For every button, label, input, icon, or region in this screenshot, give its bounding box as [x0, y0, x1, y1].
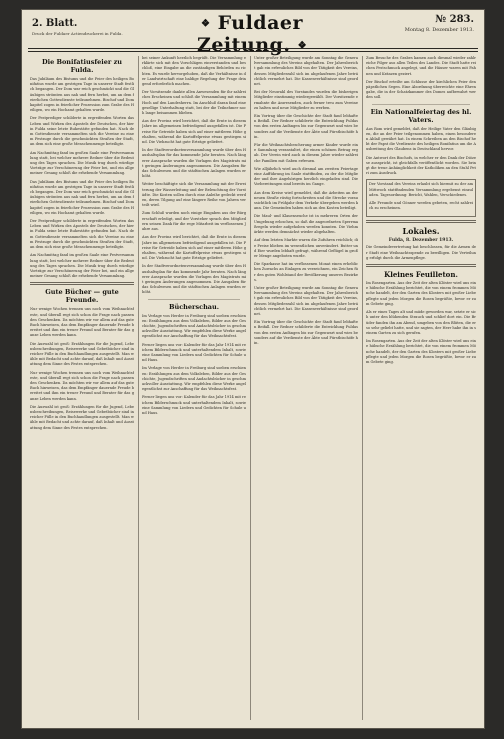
paragraph: Ein Vortrag über die Geschichte der Stadt fand lebhaften Beifall. Der Redner schilderte die Entwicklung Fuldas von den ersten Anfängen bis zur Gegenwart und wies besonders auf die Verdienste der Äbte und Fürstbischöfe hin. — [254, 114, 358, 139]
paragraph: Die Maul- und Klauenseuche ist in mehreren Orten der Umgebung erloschen, so daß die angeordneten Sperrmaßregeln wieder aufgehoben werden konnten. Die Viehmärkte werden demnächst wieder abgehalten. — [254, 214, 358, 235]
column-rule — [362, 56, 363, 720]
paragraph: In der Stadtverordnetenversammlung wurde über den Haushaltsplan für das kommende Jahr beraten. Nach längerer Aussprache wurden die Vorlagen des Magistrats mit geringen Änderungen angenommen. Die Ausgaben für das Schulwesen und die städtischen Anlagen wurden erhöht. — [142, 148, 246, 179]
paragraph: Aus dem Kreise wird gemeldet, daß die Arbeiten an der neuen Straße rüstig fortschreiten und die Strecke voraussichtlich im Frühjahr dem Verkehr übergeben werden kann. Die Gemeinden haben sich an den Kosten beteiligt. — [254, 190, 358, 211]
paragraph: Als er eines Tages alt und müde geworden war, setzte er sich unter den blühenden Strauch und schlief dort ein. Die Brüder fanden ihn am Abend, umgeben von den Blüten, die er so sehr geliebt hatte, und sie sagten, der Herr habe ihn in seinem Garten zu sich gerufen. — [366, 310, 476, 335]
paragraph: Wie alljährlich wird auch diesmal am zweiten Feiertage eine Aufführung im Saale stattfinden, zu der die Mitglieder und ihre Angehörigen herzlich eingeladen sind. Die Vorbereitungen sind bereits im Gange. — [254, 166, 358, 187]
publisher-line: Druck der Fuldaer Actiendruckerei in Fulda. — [32, 31, 123, 36]
paragraph: In der Stadtverordnetenversammlung wurde über den Haushaltsplan für das kommende Jahr beraten. Nach längerer Aussprache wurden die Vorlagen des Magistrats mit geringen Änderungen angenommen. Die Ausgaben für das Schulwesen und die städtischen Anlagen wurden erhöht. — [142, 264, 246, 295]
masthead-right — [364, 14, 474, 33]
article-heading-bookreview: Bücherschau. — [168, 302, 219, 311]
column-1 — [30, 56, 134, 720]
paragraph: Die Sparkasse hat im verflossenen Monat einen erheblichen Zuwachs an Einlagen zu verzeichnen, ein Zeichen für den guten Wohlstand der Bevölkerung unseres Bezirkes. — [254, 262, 358, 282]
paragraph: Aus der Provinz wird berichtet, daß die Ernte in diesem Jahre im allgemeinen befriedigend ausgefallen ist. Die Preise für Getreide haben sich auf einer mittleren Höhe gehalten, während die Kartoffelpreise etwas gestiegen sind. Die Viehzucht hat gute Erträge geliefert. — [142, 235, 246, 261]
masthead-rule-bottom — [28, 51, 478, 52]
issue-number: № 283. — [435, 14, 474, 25]
column-2 — [142, 56, 246, 720]
paragraph: Ein Vortrag über die Geschichte der Stadt fand lebhaften Beifall. Der Redner schilderte die Entwicklung Fuldas von den ersten Anfängen bis zur Gegenwart und wies besonders auf die Verdienste der Äbte und Fürstbischöfe hin. — [254, 320, 358, 345]
paragraph: Im Rosengarten. Aus der Zeit der alten Klöster wird uns eine hübsche Erzählung berichtet, die von einem frommen Mönche handelt, der den Garten des Klosters mit großer Liebe pflegte und jeden Morgen die Rosen begrüßte, bevor er zum Gebete ging. — [366, 339, 476, 364]
paragraph: Für die Weihnachtsbescherung armer Kinder wurde eine Sammlung veranstaltet, die einen schönen Betrag ergab. Der Verein wird auch in diesem Jahre wieder zahlreiche Familien mit Gaben erfreuen. — [254, 143, 358, 163]
paragraph: Im Verlage von Herder in Freiburg sind soeben erschienen: Erzählungen aus dem Volksleben, Bilder aus der Geschichte, Jugendschriften und Andachtsbücher in geschmackvoller Ausstattung. Wir empfehlen diese Werke angelegentlichst zur Anschaffung für das Weihnachtsfest. — [142, 366, 246, 392]
column-rule — [138, 56, 139, 720]
section-title-local: Lokales. — [402, 226, 440, 237]
paragraph: Die Gemeindevertretung hat beschlossen, für die Armen der Stadt eine Weihnachtsspende zu bewilligen. Die Verteilung erfolgt durch die Armenpflege. — [366, 245, 476, 260]
masthead-left — [32, 18, 142, 36]
ornament-left: ❖ — [201, 18, 211, 30]
title-text: Fuldaer Zeitung. — [196, 12, 303, 56]
paragraph: Aus Rom wird gemeldet, daß der Heilige Vater den Gläubigen, die an der Feier teilgenommen haben, einen besonderen Ablaß gewährt hat. In einem Schreiben an den Bischof hebt der Papst die Verdienste des heiligen Bonifatius um die Ausbreitung des Glaubens in Deutschland hervor. — [366, 126, 476, 152]
paragraph: Unter großer Beteiligung wurde am Sonntag die Generalversammlung des Vereins abgehalten. Der Jahresbericht gab ein erfreuliches Bild von der Tätigkeit des Vereins, dessen Mitgliederzahl sich im abgelaufenen Jahre beträchtlich vermehrt hat. Die Kassenverhältnisse sind geordnet. — [254, 285, 358, 316]
notice-box — [366, 179, 476, 217]
paragraph: Das Jubiläum des Bistums und die Feier des heiligen Bonifatius wurde am gestrigen Tage in unserer Stadt festlich begangen. Der Dom war reich geschmückt und die Gläubigen strömten aus nah und fern herbei, um an dem feierlichen Gottesdienste teilzunehmen. Bischof und Domkapitel zogen in feierlicher Prozession zum Grabe des Heiligen, wo ein Hochamt gehalten wurde. — [30, 179, 134, 215]
divider — [372, 104, 470, 105]
paragraph: Das Jubiläum des Bistums und die Feier des heiligen Bonifatius wurde am gestrigen Tage in unserer Stadt festlich begangen. Der Dom war reich geschmückt und die Gläubigen strömten aus nah und fern herbei, um an dem feierlichen Gottesdienste teilzunehmen. Bischof und Domkapitel zogen in feierlicher Prozession zum Grabe des Heiligen, wo ein Hochamt gehalten wurde. — [30, 77, 134, 113]
newspaper-title — [152, 12, 352, 56]
column-3 — [254, 56, 358, 720]
paragraph: Im Verlage von Herder in Freiburg sind soeben erschienen: Erzählungen aus dem Volksleben, Bilder aus der Geschichte, Jugendschriften und Andachtsbücher in geschmackvoller Ausstattung. Wir empfehlen diese Werke angelegentlichst zur Anschaffung für das Weihnachtsfest. — [142, 313, 246, 339]
paragraph: Der Festprediger schilderte in ergreifenden Worten das Leben und Wirken des Apostels der Deutschen, der hier in Fulda seine letzte Ruhestätte gefunden hat. Nach dem Gottesdienste versammelten sich die Vereine zu einem Festzuge durch die geschmückten Straßen der Stadt, an dem sich eine große Menschenmenge beteiligte. — [30, 116, 134, 147]
ornament-right: ❖ — [297, 40, 308, 52]
article-heading-holy-father: Ein Nationalfeiertag des hl. Vaters. — [370, 107, 472, 124]
section-divider — [366, 220, 476, 223]
paragraph: Zum Schluß wurden noch einige Eingaben aus der Bürgerschaft erledigt, und der Vorsteher sprach den Mitgliedern seinen Dank für die rege Mitarbeit im verflossenen Jahre aus. — [142, 211, 246, 232]
paragraph: Die Auswahl ist groß: Erzählungen für die Jugend, Lebensbeschreibungen, Reisewerke und Gebetbücher sind in reicher Fülle in den Buchhandlungen ausgestellt. Man wähle mit Bedacht und achte darauf, daß Inhalt und Ausstattung dem Sinne des Festes entsprechen. — [30, 341, 134, 367]
article-heading-books: Gute Bücher — gute Freunde. — [45, 288, 119, 305]
paragraph: bei seiner Ankunft herzlich begrüßt. Die Versammlung erklärte sich mit den Vorschlägen einverstanden und beschloß, eine Eingabe an die zuständigen Behörden zu richten. Es wurde hervorgehoben, daß die Verhältnisse in der Landwirtschaft eine baldige Regelung der Frage dringend erforderlich machen. — [142, 56, 246, 87]
paragraph: Die Antwort des Bischofs, in welcher er den Dank der Diözese ausspricht, ist gleichfalls veröffentlicht worden. Sie bringt die treue Anhänglichkeit der Katholiken an den Stuhl Petri zum Ausdruck. — [366, 155, 476, 176]
paragraph: Am Nachmittag fand im großen Saale eine Festversammlung statt, bei welcher mehrere Redner über die Bedeutung des Tages sprachen. Die Musik trug durch würdige Vorträge zur Verschönerung der Feier bei, und ein allgemeiner Gesang schloß die erhebende Versammlung. — [30, 150, 134, 176]
column-rule — [250, 56, 251, 720]
paragraph: Auf dem letzten Markte waren die Zufuhren reichlich; die Preise blieben im wesentlichen unverändert. Butter und Eier wurden lebhaft gefragt, während Geflügel in großer Menge angeboten wurde. — [254, 238, 358, 258]
paragraph: Ferner liegen uns vor: Kalender für das Jahr 1914 mit reichem Bilderschmuck und unterhaltendem Inhalt, sowie eine Sammlung von Liedern und Gedichten für Schule und Haus. — [142, 395, 246, 415]
newspaper-page — [22, 10, 484, 728]
issue-date: Montag 8. Dezember 1913. — [404, 27, 474, 33]
masthead — [22, 10, 484, 56]
notice-text: Der Vorstand des Vereins erlaubt sich hiermit zu der am Mittwoch stattfindenden Versammlung ergebenst einzuladen. Tagesordnung: Bericht, Wahlen, Verschiedenes. — [369, 182, 473, 197]
paragraph: Aus der Provinz wird berichtet, daß die Ernte in diesem Jahre im allgemeinen befriedigend ausgefallen ist. Die Preise für Getreide haben sich auf einer mittleren Höhe gehalten, während die Kartoffelpreise etwas gestiegen sind. Die Viehzucht hat gute Erträge geliefert. — [142, 119, 246, 145]
divider — [148, 299, 240, 300]
local-dateline: Fulda, 8. Dezember 1913. — [388, 238, 454, 244]
paragraph: Unter großer Beteiligung wurde am Sonntag die Generalversammlung des Vereins abgehalten. Der Jahresbericht gab ein erfreuliches Bild von der Tätigkeit des Vereins, dessen Mitgliederzahl sich im abgelaufenen Jahre beträchtlich vermehrt hat. Die Kassenverhältnisse sind geordnet. — [254, 56, 358, 87]
paragraph: Der Vorsitzende dankte allen Anwesenden für ihr zahlreiches Erscheinen und schloß die Versammlung mit einem Hoch auf den Landesherrn. Im Anschluß daran fand eine gesellige Unterhaltung statt, bei der die Teilnehmer noch lange beisammen blieben. — [142, 90, 246, 116]
section-title-feuilleton: Kleines Feuilleton. — [384, 270, 458, 280]
paragraph: Zum Besuche des Grabes kamen auch diesmal wieder zahlreiche Pilger aus allen Teilen des Landes. Die Stadt hatte reichen Festschmuck angelegt, und die Häuser waren mit Fahnen und Kränzen geziert. — [366, 56, 476, 76]
paragraph: Die Auswahl ist groß: Erzählungen für die Jugend, Lebensbeschreibungen, Reisewerke und Gebetbücher sind in reicher Fülle in den Buchhandlungen ausgestellt. Man wähle mit Bedacht und achte darauf, daß Inhalt und Ausstattung dem Sinne des Festes entsprechen. — [30, 404, 134, 430]
paragraph: Der Festprediger schilderte in ergreifenden Worten das Leben und Wirken des Apostels der Deutschen, der hier in Fulda seine letzte Ruhestätte gefunden hat. Nach dem Gottesdienste versammelten sich die Vereine zu einem Festzuge durch die geschmückten Straßen der Stadt, an dem sich eine große Menschenmenge beteiligte. — [30, 219, 134, 250]
column-4 — [366, 56, 476, 720]
paragraph: Nur wenige Wochen trennen uns noch vom Weihnachtsfeste, und überall regt sich schon die Frage nach passenden Geschenken. Da möchten wir vor allem auf das gute Buch hinweisen, das dem Empfänger dauernde Freude bereitet und ihm ein treuer Freund und Berater für das ganze Leben werden kann. — [30, 370, 134, 401]
section-divider — [366, 264, 476, 267]
paragraph: Am Nachmittag fand im großen Saale eine Festversammlung statt, bei welcher mehrere Redner über die Bedeutung des Tages sprachen. Die Musik trug durch würdige Vorträge zur Verschönerung der Feier bei, und ein allgemeiner Gesang schloß die erhebende Versammlung. — [30, 253, 134, 279]
sheet-number: 2. Blatt. — [32, 18, 78, 29]
masthead-rule-top — [28, 48, 478, 49]
paragraph: Der Bischof erteilte am Schlusse der kirchlichen Feier den päpstlichen Segen. Eine Abordnung überreichte eine Ehrengabe, die in der Schatzkammer des Domes aufbewahrt werden soll. — [366, 79, 476, 100]
section-divider — [30, 282, 134, 285]
paragraph: Nur wenige Wochen trennen uns noch vom Weihnachtsfeste, und überall regt sich schon die Frage nach passenden Geschenken. Da möchten wir vor allem auf das gute Buch hinweisen, das dem Empfänger dauernde Freude bereitet und ihm ein treuer Freund und Berater für das ganze Leben werden kann. — [30, 307, 134, 338]
paragraph: Weiter beschäftigte sich die Versammlung mit der Erweiterung der Wasserleitung und der Beleuchtung der Vorstädte. Die Kosten sollen durch eine Anleihe gedeckt werden, deren Tilgung auf eine längere Reihe von Jahren verteilt wird. — [142, 182, 246, 208]
notice-text: Alle Freunde und Gönner werden gebeten, recht zahlreich zu erscheinen. — [369, 201, 473, 211]
paragraph: Im Rosengarten. Aus der Zeit der alten Klöster wird uns eine hübsche Erzählung berichtet, die von einem frommen Mönche handelt, der den Garten des Klosters mit großer Liebe pflegte und jeden Morgen die Rosen begrüßte, bevor er zum Gebete ging. — [366, 281, 476, 306]
paragraph: Ferner liegen uns vor: Kalender für das Jahr 1914 mit reichem Bilderschmuck und unterhaltendem Inhalt, sowie eine Sammlung von Liedern und Gedichten für Schule und Haus. — [142, 342, 246, 363]
article-heading-bonifatius: Die Bonifatiusfeier zu Fulda. — [41, 58, 123, 74]
paragraph: Bei der Neuwahl des Vorstandes wurden die bisherigen Mitglieder einstimmig wiedergewählt. Der Vorsitzende ermahnte die Anwesenden, auch ferner treu zum Vereine zu halten und neue Mitglieder zu werben. — [254, 90, 358, 110]
